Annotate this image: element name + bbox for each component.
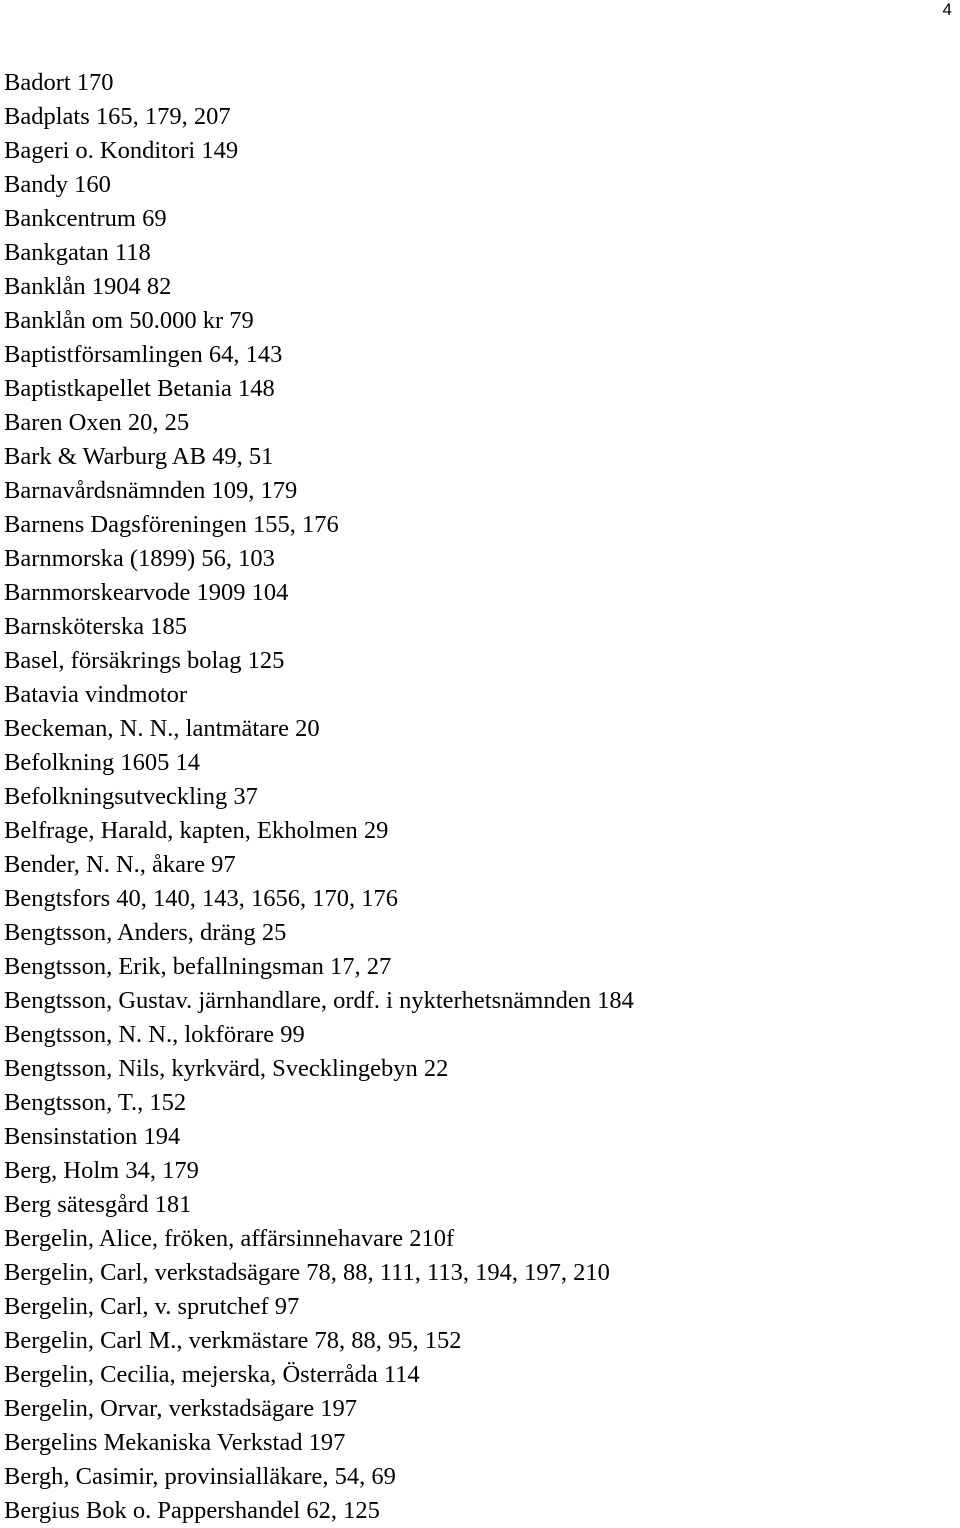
index-entry: Baptistförsamlingen 64, 143 xyxy=(4,341,283,368)
index-entry: Baren Oxen 20, 25 xyxy=(4,409,190,436)
index-entry: Bankgatan 118 xyxy=(4,239,151,266)
index-entry: Bankcentrum 69 xyxy=(4,205,167,232)
index-entry: Bergelin, Carl M., verkmästare 78, 88, 95, 152 xyxy=(4,1327,462,1354)
index-entry: Bark & Warburg AB 49, 51 xyxy=(4,443,274,470)
index-entry: Banklån 1904 82 xyxy=(4,273,172,300)
index-entry: Bengtsson, Anders, dräng 25 xyxy=(4,919,287,946)
page-number: 4 xyxy=(942,0,952,19)
index-entry: Batavia vindmotor xyxy=(4,681,188,708)
index-entry: Baptistkapellet Betania 148 xyxy=(4,375,275,402)
index-entry: Barnmorskearvode 1909 104 xyxy=(4,579,289,606)
index-entry: Bensinstation 194 xyxy=(4,1123,181,1150)
index-entry: Befolkningsutveckling 37 xyxy=(4,783,258,810)
index-entry: Berg, Holm 34, 179 xyxy=(4,1157,199,1184)
index-entry: Barnmorska (1899) 56, 103 xyxy=(4,545,275,572)
index-entry: Bageri o. Konditori 149 xyxy=(4,137,239,164)
index-entry: Bergelin, Orvar, verkstadsägare 197 xyxy=(4,1395,358,1422)
index-entry: Bergius Bok o. Pappershandel 62, 125 xyxy=(4,1497,380,1524)
index-entry: Bengtsson, T., 152 xyxy=(4,1089,187,1116)
index-entry: Bengtsson, Nils, kyrkvärd, Svecklingebyn 22 xyxy=(4,1055,449,1082)
index-entry: Bengtsson, Gustav. järnhandlare, ordf. i nykterhetsnämnden 184 xyxy=(4,987,634,1014)
index-entry: Bengtsson, Erik, befallningsman 17, 27 xyxy=(4,953,392,980)
index-entry: Barnsköterska 185 xyxy=(4,613,188,640)
index-entry: Bergelin, Carl, verkstadsägare 78, 88, 111, 113, 194, 197, 210 xyxy=(4,1259,610,1286)
index-entry: Bergelin, Alice, fröken, affärsinnehavare 210f xyxy=(4,1225,455,1252)
index-list xyxy=(4,66,960,1528)
index-entry: Bergelin, Cecilia, mejerska, Österråda 114 xyxy=(4,1361,420,1388)
index-entry: Bergelins Mekaniska Verkstad 197 xyxy=(4,1429,346,1456)
index-entry: Barnavårdsnämnden 109, 179 xyxy=(4,477,298,504)
index-entry: Bender, N. N., åkare 97 xyxy=(4,851,236,878)
index-entry: Basel, försäkrings bolag 125 xyxy=(4,647,285,674)
index-entry: Bergh, Casimir, provinsialläkare, 54, 69 xyxy=(4,1463,396,1490)
index-entry: Berg sätesgård 181 xyxy=(4,1191,192,1218)
index-entry: Bengtsfors 40, 140, 143, 1656, 170, 176 xyxy=(4,885,399,912)
index-entry: Badort 170 xyxy=(4,69,114,96)
index-entry: Beckeman, N. N., lantmätare 20 xyxy=(4,715,320,742)
index-entry: Bergelin, Carl, v. sprutchef 97 xyxy=(4,1293,300,1320)
index-entry: Bandy 160 xyxy=(4,171,111,198)
index-entry: Badplats 165, 179, 207 xyxy=(4,103,231,130)
index-entry: Befolkning 1605 14 xyxy=(4,749,200,776)
index-entry: Barnens Dagsföreningen 155, 176 xyxy=(4,511,339,538)
index-entry: Bengtsson, N. N., lokförare 99 xyxy=(4,1021,305,1048)
index-entry: Banklån om 50.000 kr 79 xyxy=(4,307,254,334)
index-entry: Belfrage, Harald, kapten, Ekholmen 29 xyxy=(4,817,389,844)
